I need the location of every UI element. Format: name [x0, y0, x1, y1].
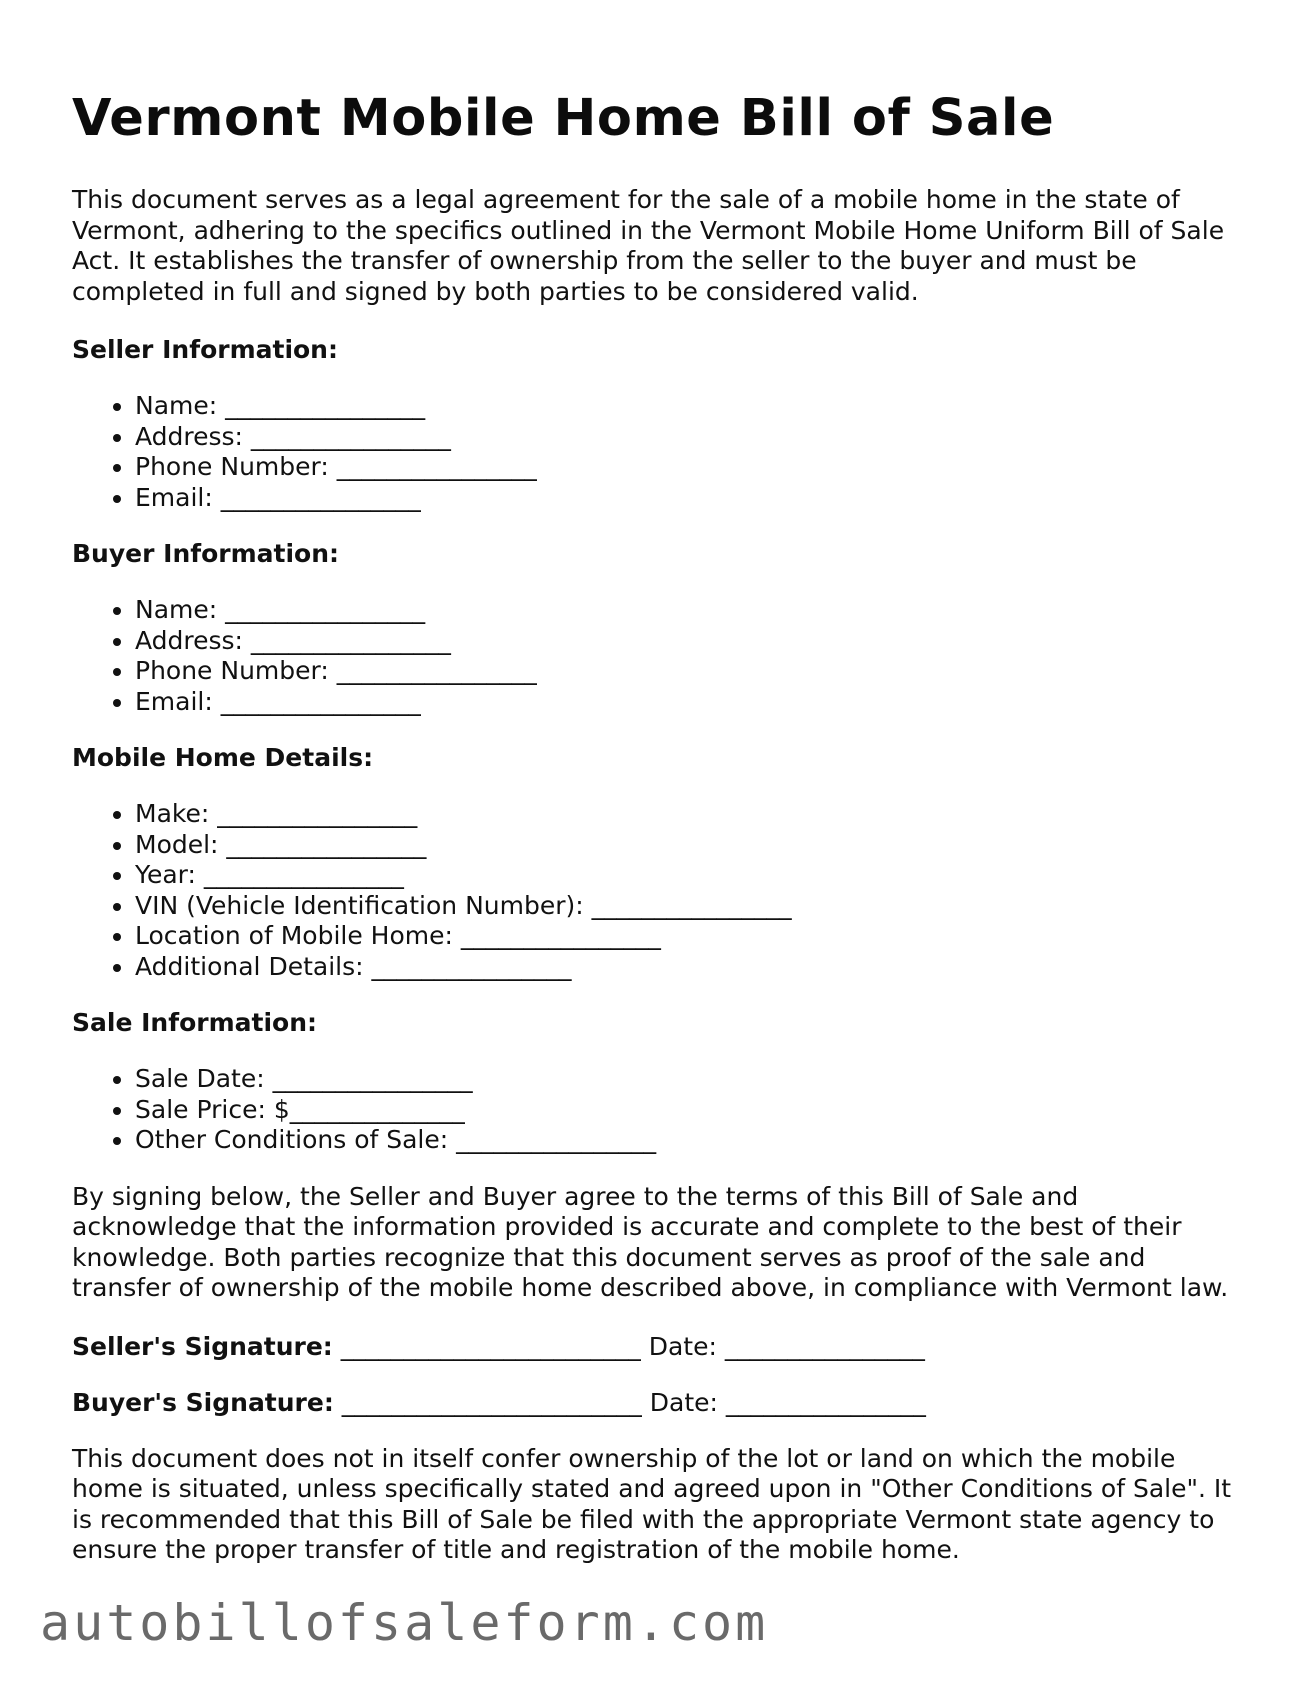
- buyer-signature-line: [72, 1388, 1232, 1418]
- buyer-email-field: • Email: ________________: [135, 687, 1232, 718]
- home-location-field: • Location of Mobile Home: ________________: [135, 921, 1232, 952]
- document-title: Vermont Mobile Home Bill of Sale: [72, 89, 1055, 148]
- site-watermark: autobillofsaleform.com: [40, 1594, 769, 1652]
- home-additional-details-field: • Additional Details: ________________: [135, 952, 1232, 983]
- agreement-paragraph: By signing below, the Seller and Buyer agree to the terms of this Bill of Sale and acknowledge that the information provided is accurate and complete to the best of their knowledge. Both parties recognize that this document serves as proof of the sale and transfer of ownership of the mobile home described above, in compliance with Vermont law.: [72, 1181, 1229, 1303]
- seller-address-field: • Address: ________________: [135, 422, 1232, 453]
- home-vin-field: • VIN (Vehicle Identification Number): ________________: [135, 891, 1232, 922]
- sale-price-field: • Sale Price: $______________: [135, 1095, 1232, 1126]
- buyer-phone-field: • Phone Number: ________________: [135, 656, 1232, 687]
- buyer-signature-blank: ________________________ Date: ________________: [341, 1387, 926, 1417]
- seller-section-heading: Seller Information:: [72, 335, 338, 365]
- home-details-list: [72, 799, 1232, 982]
- home-year-field: • Year: ________________: [135, 860, 1232, 891]
- home-model-field: • Model: ________________: [135, 830, 1232, 861]
- seller-signature-label: Seller's Signature:: [72, 1331, 333, 1361]
- home-make-field: • Make: ________________: [135, 799, 1232, 830]
- sale-info-list: [72, 1064, 1232, 1156]
- seller-name-field: • Name: ________________: [135, 391, 1232, 422]
- sale-date-field: • Sale Date: ________________: [135, 1064, 1232, 1095]
- buyer-name-field: • Name: ________________: [135, 595, 1232, 626]
- buyer-section-heading: Buyer Information:: [72, 539, 340, 569]
- seller-info-list: [72, 391, 1232, 513]
- intro-paragraph: This document serves as a legal agreement for the sale of a mobile home in the state of Vermont, adhering to the specifics outlined in the Vermont Mobile Home Uniform Bill of Sale Act. It establishes the transfer of ownership from the seller to the buyer and must be completed in full and signed by both parties to be considered valid.: [72, 185, 1225, 306]
- seller-phone-field: • Phone Number: ________________: [135, 452, 1232, 483]
- seller-signature-line: [72, 1332, 1232, 1362]
- sale-conditions-field: • Other Conditions of Sale: ________________: [135, 1125, 1232, 1156]
- buyer-signature-label: Buyer's Signature:: [72, 1387, 334, 1417]
- sale-section-heading: Sale Information:: [72, 1008, 317, 1038]
- seller-signature-blank: ________________________ Date: ________________: [340, 1331, 925, 1361]
- home-section-heading: Mobile Home Details:: [72, 743, 374, 773]
- buyer-address-field: • Address: ________________: [135, 626, 1232, 657]
- footer-note: This document does not in itself confer ownership of the lot or land on which the mobile home is situated, unless specifically stated and agreed upon in "Other Conditions of Sale". It is recommended that this Bill of Sale be filed with the appropriate Vermont state agency to ensure the proper transfer of title and registration of the mobile home.: [72, 1443, 1232, 1565]
- document-page: [72, 88, 1232, 1594]
- seller-email-field: • Email: ________________: [135, 483, 1232, 514]
- buyer-info-list: [72, 595, 1232, 717]
